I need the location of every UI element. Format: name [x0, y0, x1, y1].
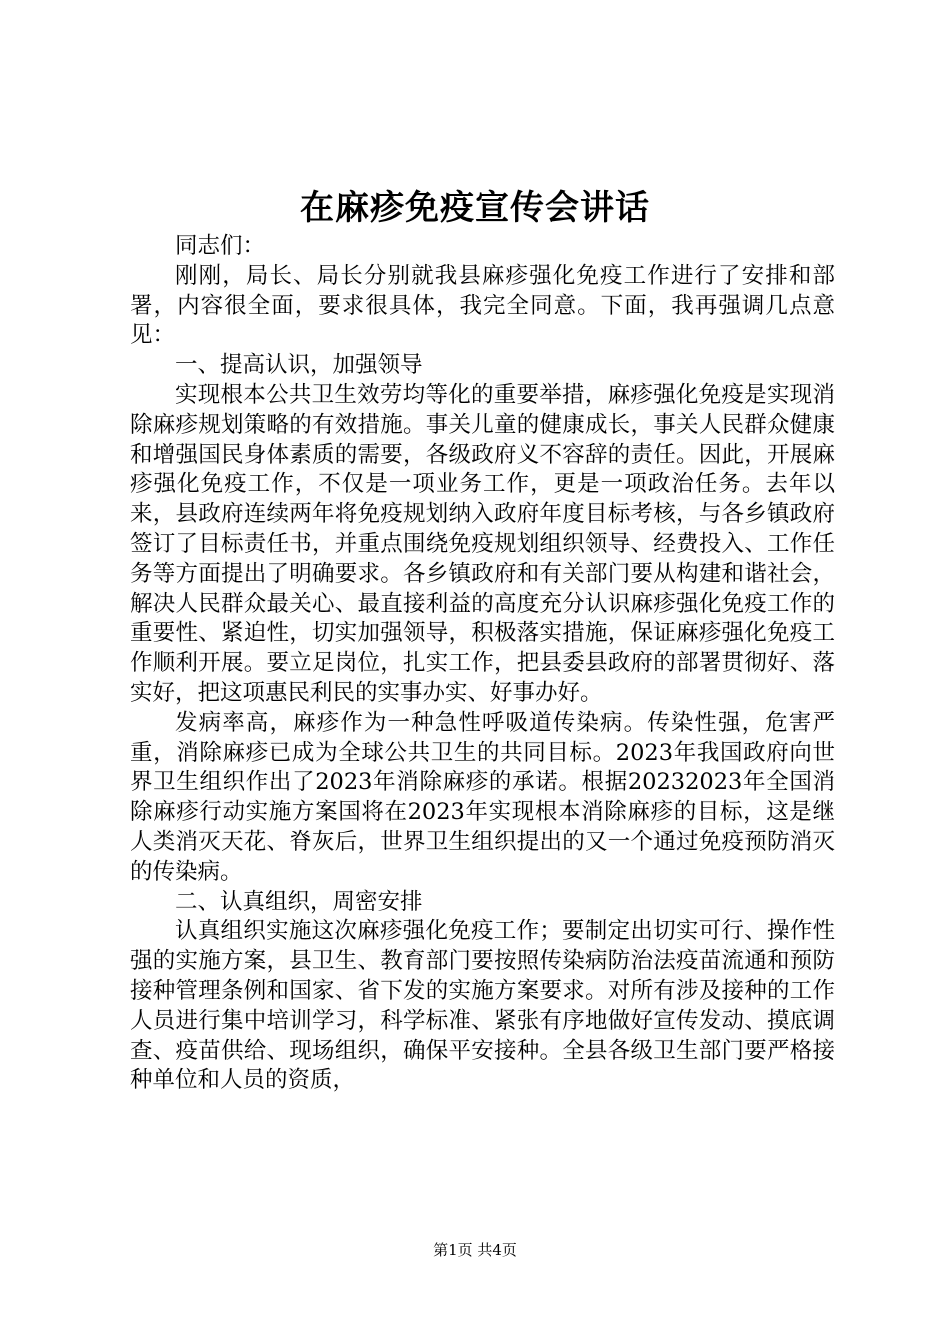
document-body: [130, 232, 835, 1096]
body-paragraph: 实现根本公共卫生效劳均等化的重要举措，麻疹强化免疫是实现消除麻疹规划策略的有效措施。事关儿童的健康成长，事关人民群众健康和增强国民身体素质的需要，各级政府义不容辞的责任。因此，开展麻疹强化免疫工作，不仅是一项业务工作，更是一项政治任务。去年以来，县政府连续两年将免疫规划纳入政府年度目标考核，与各乡镇政府签订了目标责任书，并重点围绕免疫规划组织领导、经费投入、工作任务等方面提出了明确要求。各乡镇政府和有关部门要从构建和谐社会，解决人民群众最关心、最直接利益的高度充分认识麻疹强化免疫工作的重要性、紧迫性，切实加强领导，积极落实措施，保证麻疹强化免疫工作顺利开展。要立足岗位，扎实工作，把县委县政府的部署贯彻好、落实好，把这项惠民利民的实事办实、好事办好。: [130, 381, 835, 706]
document-title: 在麻疹免疫宣传会讲话: [300, 188, 650, 228]
salutation: 同志们：: [175, 233, 266, 259]
body-paragraph: 刚刚，局长、局长分别就我县麻疹强化免疫工作进行了安排和部署，内容很全面，要求很具体，我完全同意。下面，我再强调几点意见：: [130, 262, 835, 349]
body-paragraph: 发病率高，麻疹作为一种急性呼吸道传染病。传染性强，危害严重，消除麻疹已成为全球公共卫生的共同目标。2023年我国政府向世界卫生组织作出了2023年消除麻疹的承诺。根据20232023年全国消除麻疹行动实施方案国将在2023年实现根本消除麻疹的目标，这是继人类消灭天花、脊灰后，世界卫生组织提出的又一个通过免疫预防消灭的传染病。: [130, 709, 835, 885]
section-heading: 二、认真组织，周密安排: [175, 888, 423, 915]
page-number-footer: 第1页 共4页: [433, 1241, 517, 1259]
body-paragraph: 认真组织实施这次麻疹强化免疫工作；要制定出切实可行、操作性强的实施方案，县卫生、教育部门要按照传染病防治法疫苗流通和预防接种管理条例和国家、省下发的实施方案要求。对所有涉及接种的工作人员进行集中培训学习，科学标准、紧张有序地做好宣传发动、摸底调查、疫苗供给、现场组织，确保平安接种。全县各级卫生部门要严格接种单位和人员的资质，: [130, 918, 835, 1094]
section-heading: 一、提高认识，加强领导: [175, 352, 423, 379]
